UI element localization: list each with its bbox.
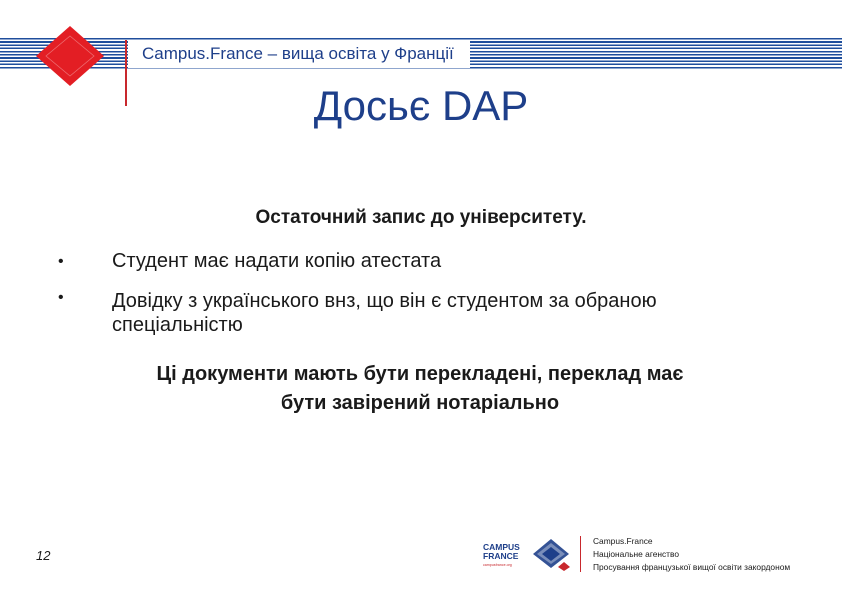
footer-logo-url: campusfrance.org <box>483 563 512 567</box>
footer-org-agency: Національне агенство <box>593 549 680 559</box>
header-band-label: Campus.France – вища освіта у Франції <box>128 40 470 68</box>
campus-france-footer-logo <box>483 537 575 571</box>
slide-title: Досьє DAP <box>313 82 529 129</box>
footer-logo-word-france: FRANCE <box>483 551 519 561</box>
bullet-item: Студент має надати копію атестата <box>112 250 442 272</box>
footer-org-mission: Просування французької вищої освіти закордоном <box>593 562 791 572</box>
bullet-item: Довідку з українського внз, що він є студентом за обраною спеціальністю <box>112 290 657 336</box>
footer-logo-word-campus: CAMPUS <box>483 542 520 552</box>
footer-organization <box>593 535 790 574</box>
footer-org-name: Campus.France <box>593 536 653 546</box>
campus-france-diamond-logo-icon <box>30 22 110 90</box>
translation-note <box>40 360 800 418</box>
bullet-marker: • <box>58 253 64 270</box>
footer-logo-grid-icon <box>533 539 570 571</box>
bullet-marker: • <box>58 289 64 306</box>
slide-subtitle: Остаточний запис до університету. <box>255 207 587 228</box>
page-number: 12 <box>36 548 51 563</box>
translation-note-line-2: бути завірений нотаріально <box>280 392 560 414</box>
translation-note-line-1: Ці документи мають бути перекладені, переклад має <box>156 363 684 385</box>
footer-divider-line <box>580 536 581 572</box>
